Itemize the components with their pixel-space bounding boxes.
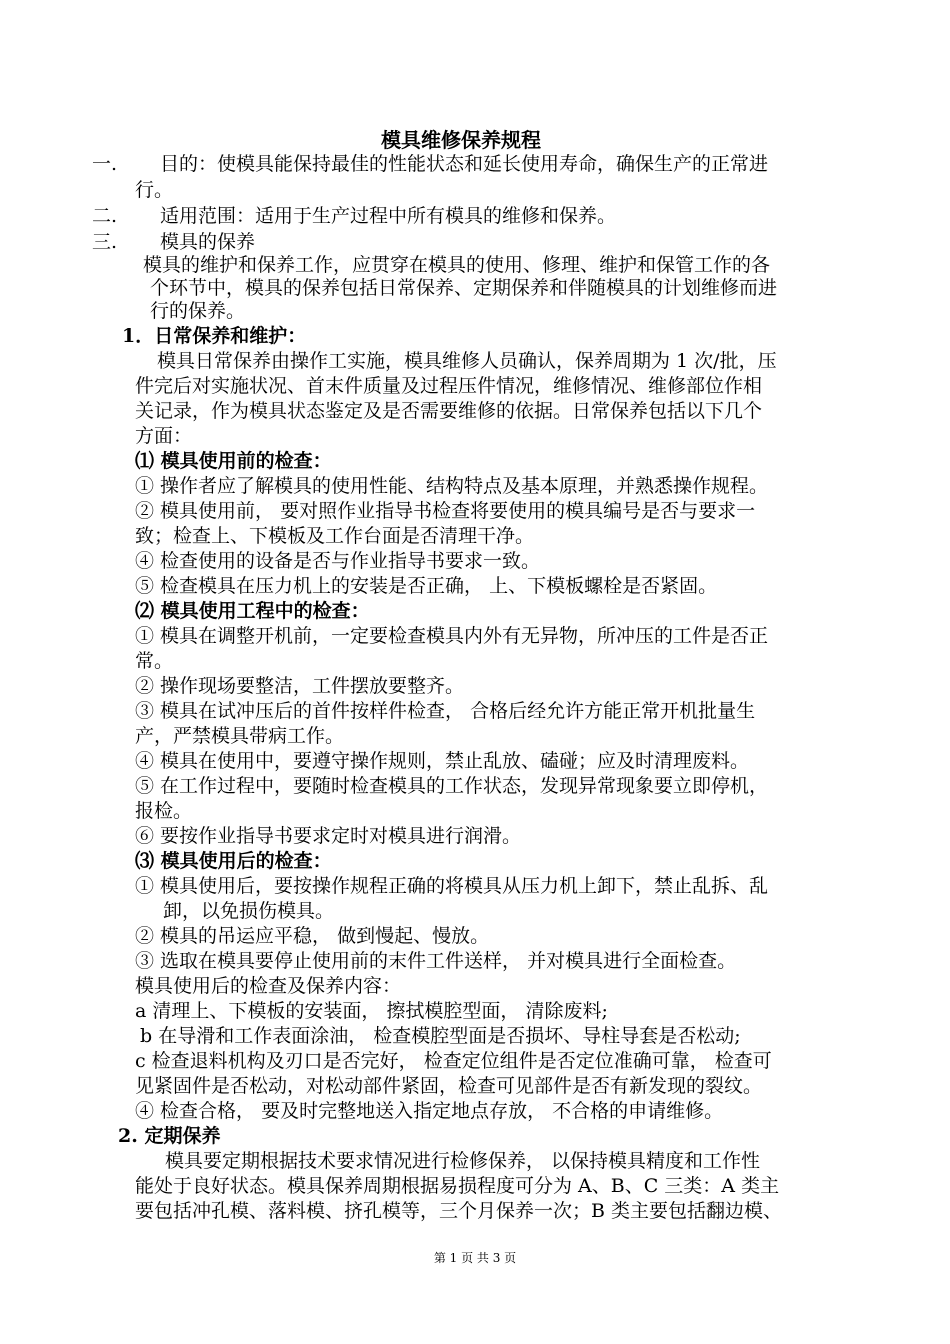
check-item: a 清理上、下模板的安装面， 擦拭模腔型面， 清除废料; [135,1000,608,1022]
section-text: 目的：使模具能保持最佳的性能状态和延长使用寿命，确保生产的正常进 [160,153,769,175]
check-heading: ⑴ 模具使用前的检查： [135,450,332,472]
intro-line: 个环节中，模具的保养包括日常保养、定期保养和伴随模具的计划维修而进 [150,277,778,299]
check-item: ③ 模具在试冲压后的首件按样件检查， 合格后经允许方能正常开机批量生 [135,700,756,722]
check-item: 见紧固件是否松动，对松动部件紧固，检查可见部件是否有新发现的裂纹。 [135,1075,763,1097]
check-item: ① 模具使用后，要按操作规程正确的将模具从压力机上卸下，禁止乱拆、乱 [135,875,769,897]
paragraph-line: 模具日常保养由操作工实施，模具维修人员确认，保养周期为 1 次/批，压 [157,350,777,372]
check-item: ① 操作者应了解模具的使用性能、结构特点及基本原理，并熟悉操作规程。 [135,475,769,497]
paragraph-line: 要包括冲孔模、落料模、挤孔模等，三个月保养一次；B 类主要包括翻边模、 [135,1200,783,1222]
section-text-cont: 行。 [135,179,174,201]
check-item: ③ 选取在模具要停止使用前的末件工件送样， 并对模具进行全面检查。 [135,950,737,972]
check-item: b 在导滑和工作表面涂油， 检查模腔型面是否损坏、导柱导套是否松动; [140,1025,741,1047]
page-footer: 第 1 页 共 3 页 [433,1251,517,1265]
subsection-heading: 1．日常保养和维护： [122,325,307,347]
paragraph-line: 关记录，作为模具状态鉴定及是否需要维修的依据。日常保养包括以下几个 [135,400,763,422]
check-item: 报检。 [135,800,193,822]
check-item: 卸，以免损伤模具。 [163,900,335,922]
check-item: ⑤ 检查模具在压力机上的安装是否正确， 上、下模板螺栓是否紧固。 [135,575,718,597]
page-title: 模具维修保养规程 [381,128,541,152]
check-item: ② 模具的吊运应平稳， 做到慢起、慢放。 [135,925,490,947]
check-item: ② 操作现场要整洁，工件摆放要整齐。 [135,675,465,697]
check-item: ⑥ 要按作业指导书要求定时对模具进行润滑。 [135,825,522,847]
intro-line: 行的保养。 [150,300,246,322]
paragraph-line: 模具要定期根据技术要求情况进行检修保养， 以保持模具精度和工作性 [165,1150,761,1172]
check-item: ② 模具使用前， 要对照作业指导书检查将要使用的模具编号是否与要求一 [135,500,756,522]
check-item: 模具使用后的检查及保养内容： [135,975,402,997]
paragraph-line: 件完后对实施状况、首末件质量及过程压件情况，维修情况、维修部位作相 [135,375,763,397]
section-number: 三. [92,231,118,253]
section-text: 模具的保养 [160,231,256,253]
check-heading: ⑵ 模具使用工程中的检查： [135,600,370,622]
section-number: 二. [92,205,118,227]
check-item: ④ 检查使用的设备是否与作业指导书要求一致。 [135,550,541,572]
check-item: ① 模具在调整开机前，一定要检查模具内外有无异物，所冲压的工件是否正 [135,625,769,647]
check-item: ④ 模具在使用中，要遵守操作规则，禁止乱放、磕碰；应及时清理废料。 [135,750,750,772]
check-heading: ⑶ 模具使用后的检查： [135,850,332,872]
check-item: 致；检查上、下模板及工作台面是否清理干净。 [135,525,535,547]
check-item: c 检查退料机构及刃口是否完好， 检查定位组件是否定位准确可靠， 检查可 [135,1050,772,1072]
intro-line: 模具的维护和保养工作，应贯穿在模具的使用、修理、维护和保管工作的各 [143,254,771,276]
check-item: ④ 检查合格， 要及时完整地送入指定地点存放， 不合格的申请维修。 [135,1100,724,1122]
section-number: 一. [92,153,118,175]
check-item: ⑤ 在工作过程中，要随时检查模具的工作状态，发现异常现象要立即停机， [135,775,769,797]
section-text: 适用范围：适用于生产过程中所有模具的维修和保养。 [160,205,617,227]
subsection-heading: 2. 定期保养 [118,1125,221,1147]
check-item: 常。 [135,650,174,672]
check-item: 产，严禁模具带病工作。 [135,725,345,747]
paragraph-line: 能处于良好状态。模具保养周期根据易损程度可分为 A、B、C 三类：A 类主 [135,1175,780,1197]
paragraph-line: 方面： [135,425,193,447]
